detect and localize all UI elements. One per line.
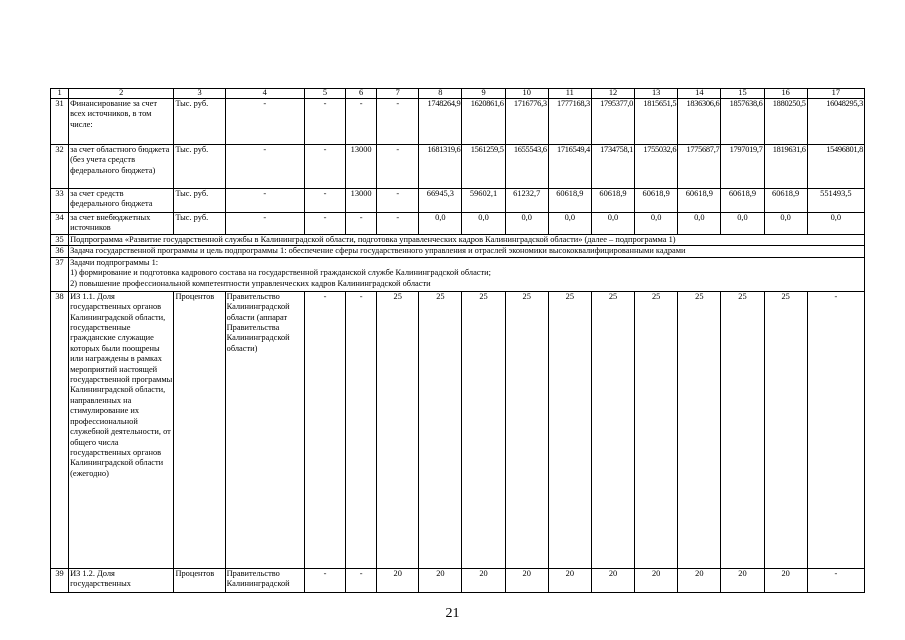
row-number: 31 bbox=[51, 99, 69, 145]
value-cell: - bbox=[377, 213, 419, 235]
value-cell: 25 bbox=[678, 291, 721, 568]
value-cell: 1815651,5 bbox=[635, 99, 678, 145]
value-cell: 20 bbox=[548, 568, 591, 592]
column-number: 2 bbox=[69, 89, 174, 99]
value-cell: 25 bbox=[591, 291, 634, 568]
value-cell: 20 bbox=[462, 568, 505, 592]
column-number: 10 bbox=[505, 89, 548, 99]
value-cell: 551493,5 bbox=[807, 189, 864, 213]
value-cell: 0,0 bbox=[764, 213, 807, 235]
value-cell: 60618,9 bbox=[548, 189, 591, 213]
unit-cell: Процентов bbox=[174, 291, 225, 568]
tasks-cell bbox=[69, 257, 865, 291]
value-cell: - bbox=[304, 291, 345, 568]
value-cell: 60618,9 bbox=[721, 189, 764, 213]
row-number: 32 bbox=[51, 145, 69, 189]
value-cell: 1795377,0 bbox=[591, 99, 634, 145]
value-cell: 0,0 bbox=[591, 213, 634, 235]
column-number: 17 bbox=[807, 89, 864, 99]
indicator-row bbox=[51, 568, 865, 592]
value-cell: 0,0 bbox=[807, 213, 864, 235]
value-cell: 25 bbox=[377, 291, 419, 568]
value-cell: 25 bbox=[419, 291, 462, 568]
column-number: 6 bbox=[346, 89, 377, 99]
value-cell: - bbox=[304, 99, 345, 145]
column-number: 12 bbox=[591, 89, 634, 99]
value-cell: 1748264,9 bbox=[419, 99, 462, 145]
indicator-name: за счет внебюджетных источников bbox=[69, 213, 174, 235]
value-cell: 1857638,6 bbox=[721, 99, 764, 145]
column-number: 1 bbox=[51, 89, 69, 99]
unit-cell: Тыс. руб. bbox=[174, 213, 225, 235]
organization-cell: - bbox=[225, 189, 304, 213]
tasks-row bbox=[51, 257, 865, 291]
value-cell: 1716776,3 bbox=[505, 99, 548, 145]
value-cell: 25 bbox=[548, 291, 591, 568]
subprogram-title: Подпрограмма «Развитие государственной службы в Калининградской области, подготовка управленческих кадров Калининградской области» (далее – подпрограмма 1) bbox=[69, 235, 865, 246]
row-number: 36 bbox=[51, 246, 69, 257]
value-cell: 0,0 bbox=[678, 213, 721, 235]
value-cell: 1734758,1 bbox=[591, 145, 634, 189]
column-number: 5 bbox=[304, 89, 345, 99]
column-number: 11 bbox=[548, 89, 591, 99]
value-cell: 1655543,6 bbox=[505, 145, 548, 189]
row-number: 39 bbox=[51, 568, 69, 592]
value-cell: 60618,9 bbox=[635, 189, 678, 213]
value-cell: 0,0 bbox=[635, 213, 678, 235]
goal-text: Задача государственной программы и цель подпрограммы 1: обеспечение сферы государственного управления и отраслей экономики высококвалифицированными кадрами bbox=[69, 246, 865, 257]
value-cell: 1681319,6 bbox=[419, 145, 462, 189]
value-cell: 25 bbox=[505, 291, 548, 568]
organization-cell: Правительство Калининградской области (аппарат Правительства Калининградской области) bbox=[225, 291, 304, 568]
value-cell: 20 bbox=[591, 568, 634, 592]
value-cell: 66945,3 bbox=[419, 189, 462, 213]
row-number: 33 bbox=[51, 189, 69, 213]
value-cell: - bbox=[377, 145, 419, 189]
value-cell: - bbox=[304, 145, 345, 189]
value-cell: - bbox=[346, 568, 377, 592]
table-row bbox=[51, 213, 865, 235]
column-number: 8 bbox=[419, 89, 462, 99]
value-cell: 1836306,6 bbox=[678, 99, 721, 145]
value-cell: 1775687,7 bbox=[678, 145, 721, 189]
value-cell: 60618,9 bbox=[591, 189, 634, 213]
value-cell: 25 bbox=[764, 291, 807, 568]
value-cell: - bbox=[346, 291, 377, 568]
value-cell: 1716549,4 bbox=[548, 145, 591, 189]
column-number: 9 bbox=[462, 89, 505, 99]
value-cell: 15496801,8 bbox=[807, 145, 864, 189]
value-cell: 16048295,3 bbox=[807, 99, 864, 145]
value-cell: 59602,1 bbox=[462, 189, 505, 213]
value-cell: 13000 bbox=[346, 145, 377, 189]
value-cell: - bbox=[346, 213, 377, 235]
value-cell: - bbox=[304, 213, 345, 235]
value-cell: 0,0 bbox=[462, 213, 505, 235]
value-cell: 60618,9 bbox=[678, 189, 721, 213]
column-number: 4 bbox=[225, 89, 304, 99]
unit-cell: Тыс. руб. bbox=[174, 145, 225, 189]
value-cell: 1620861,6 bbox=[462, 99, 505, 145]
value-cell: 1777168,3 bbox=[548, 99, 591, 145]
value-cell: 1755032,6 bbox=[635, 145, 678, 189]
value-cell: 20 bbox=[678, 568, 721, 592]
column-number: 14 bbox=[678, 89, 721, 99]
value-cell: 0,0 bbox=[548, 213, 591, 235]
organization-cell: Правительство Калининградской bbox=[225, 568, 304, 592]
table-row bbox=[51, 189, 865, 213]
organization-cell: - bbox=[225, 145, 304, 189]
value-cell: 1797019,7 bbox=[721, 145, 764, 189]
value-cell: 25 bbox=[462, 291, 505, 568]
unit-cell: Процентов bbox=[174, 568, 225, 592]
value-cell: - bbox=[377, 99, 419, 145]
value-cell: 25 bbox=[635, 291, 678, 568]
value-cell: - bbox=[304, 189, 345, 213]
unit-cell: Тыс. руб. bbox=[174, 189, 225, 213]
value-cell: 1880250,5 bbox=[764, 99, 807, 145]
goal-row bbox=[51, 246, 865, 257]
value-cell: - bbox=[304, 568, 345, 592]
column-number: 13 bbox=[635, 89, 678, 99]
indicator-name: ИЗ 1.2. Доля государственных bbox=[69, 568, 174, 592]
value-cell: 20 bbox=[419, 568, 462, 592]
value-cell: 25 bbox=[721, 291, 764, 568]
indicator-name: Финансирование за счет всех источников, в том числе: bbox=[69, 99, 174, 145]
value-cell: 13000 bbox=[346, 189, 377, 213]
column-number: 3 bbox=[174, 89, 225, 99]
page-number: 21 bbox=[445, 606, 460, 621]
value-cell: 20 bbox=[377, 568, 419, 592]
indicator-name: ИЗ 1.1. Доля государственных органов Калининградской области, государственные гражданские служащие которых были поощрены или награждены в рамках мероприятий настоящей государственной программы Калининградской области, направленных на стимулирование их профессиональной служебной деятельности, от общего числа государственных органов Калининградской области (ежегодно) bbox=[69, 291, 174, 568]
value-cell: 0,0 bbox=[419, 213, 462, 235]
value-cell: - bbox=[377, 189, 419, 213]
value-cell: 1561259,5 bbox=[462, 145, 505, 189]
value-cell: 20 bbox=[505, 568, 548, 592]
value-cell: 0,0 bbox=[721, 213, 764, 235]
value-cell: 20 bbox=[764, 568, 807, 592]
task-line: Задачи подпрограммы 1: bbox=[70, 257, 159, 267]
table-row bbox=[51, 145, 865, 189]
unit-cell: Тыс. руб. bbox=[174, 99, 225, 145]
indicator-row bbox=[51, 291, 865, 568]
row-number: 38 bbox=[51, 291, 69, 568]
row-number: 37 bbox=[51, 257, 69, 291]
indicators-table bbox=[50, 88, 865, 593]
value-cell: - bbox=[346, 99, 377, 145]
value-cell: 20 bbox=[721, 568, 764, 592]
value-cell: 61232,7 bbox=[505, 189, 548, 213]
value-cell: 60618,9 bbox=[764, 189, 807, 213]
indicator-name: за счет средств федерального бюджета bbox=[69, 189, 174, 213]
value-cell: - bbox=[807, 568, 864, 592]
task-line: 2) повышение профессиональной компетентности управленческих кадров Калининградской области bbox=[70, 278, 431, 288]
subprogram-row bbox=[51, 235, 865, 246]
indicator-name: за счет областного бюджета (без учета средств федерального бюджета) bbox=[69, 145, 174, 189]
value-cell: 20 bbox=[635, 568, 678, 592]
column-number: 15 bbox=[721, 89, 764, 99]
value-cell: 0,0 bbox=[505, 213, 548, 235]
column-number: 16 bbox=[764, 89, 807, 99]
value-cell: - bbox=[807, 291, 864, 568]
organization-cell: - bbox=[225, 213, 304, 235]
value-cell: 1819631,6 bbox=[764, 145, 807, 189]
column-number: 7 bbox=[377, 89, 419, 99]
task-line: 1) формирование и подготовка кадрового состава на государственной гражданской службе Калининградской области; bbox=[70, 268, 491, 278]
column-number-row bbox=[51, 89, 865, 99]
table-body bbox=[51, 89, 865, 593]
row-number: 34 bbox=[51, 213, 69, 235]
row-number: 35 bbox=[51, 235, 69, 246]
organization-cell: - bbox=[225, 99, 304, 145]
table-row bbox=[51, 99, 865, 145]
